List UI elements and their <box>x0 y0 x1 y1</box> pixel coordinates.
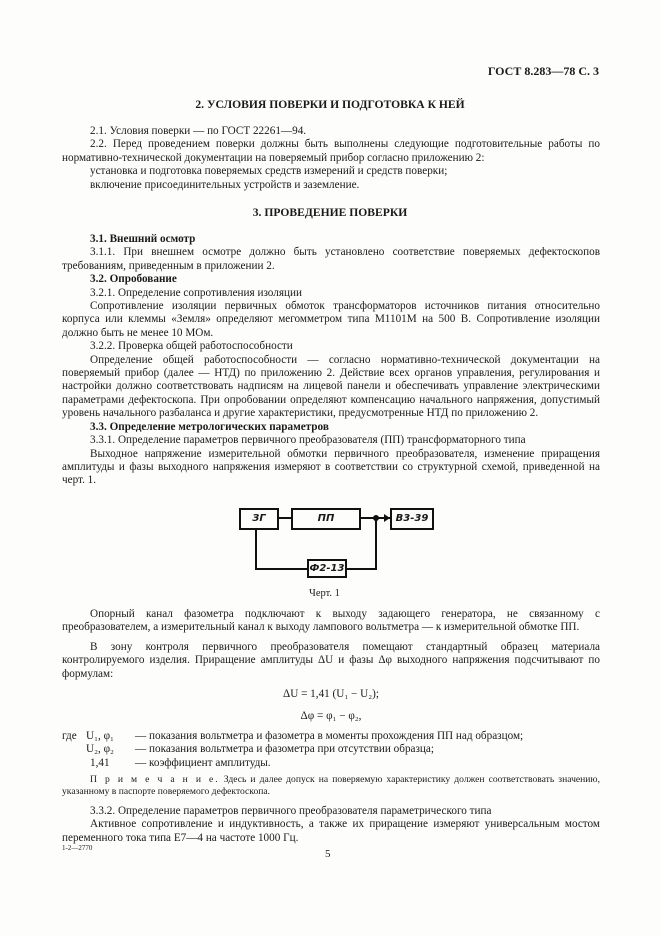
section-2-title: 2. УСЛОВИЯ ПОВЕРКИ И ПОДГОТОВКА К НЕЙ <box>195 98 465 111</box>
paragraph-3-2-2-body: Определение общей работоспособности — согласно нормативно-технической документации на поверяемый прибор (далее — НТД) по приложению 2. Действие всех органов управления, регулирования и настройки должно соответствовать надписям на лицевой панели и обеспечивать управление электрическими параметрами дефектоскопа. При опробовании определяют компенсацию начального напряжения, допустимый уровень начального разбаланса и другие характеристики, предусмотренные НТД по приложению 2. <box>62 353 600 420</box>
paragraph-3-2-2: 3.2.2. Проверка общей работоспособности <box>90 340 293 353</box>
note-text: Здесь и далее допуск на поверяемую характеристику должен соответствовать значению, указанному в паспорте поверяемого дефектоскопа. <box>62 774 600 797</box>
figure-caption: Черт. 1 <box>309 588 340 599</box>
arrow-icon <box>384 514 390 522</box>
note <box>62 774 600 798</box>
after-diagram-body <box>62 608 600 681</box>
block-voltmeter: В3-39 <box>390 508 434 530</box>
formula-amplitude: ΔU = 1,41 (U₁ − U₂); <box>283 688 379 700</box>
definition-row <box>62 757 600 770</box>
connector-bottom-left <box>255 568 307 570</box>
block-phasemeter: Ф2-13 <box>307 559 347 578</box>
paragraph-2-2-item2: включение присоединительных устройств и заземление. <box>90 178 360 191</box>
heading-3-2: 3.2. Опробование <box>90 273 177 286</box>
block-primary-converter: ПП <box>291 508 361 530</box>
definitions <box>62 730 600 770</box>
definition-text: — показания вольтметра и фазометра в моменты прохождения ПП над образцом; <box>135 730 524 742</box>
paragraph-2-1: 2.1. Условия поверки — по ГОСТ 22261—94. <box>90 125 307 137</box>
definition-row <box>62 743 600 756</box>
connector-bottom-right <box>346 568 377 570</box>
paragraph-3-3-1: 3.3.1. Определение параметров первичного преобразователя (ПП) трансформаторного типа <box>90 434 526 447</box>
definition-text: — коэффициент амплитуды. <box>135 756 271 769</box>
section-3-3-2 <box>62 805 600 845</box>
connector-pp-v3 <box>360 517 390 519</box>
paragraph-3-2-1-body: Сопротивление изоляции первичных обмоток трансформаторов источников питания относительно корпуса или клеммы «Земля» определяют мегомметром типа М1101М на 500 В. Сопротивление изоляции должно быть не менее 10 МОм. <box>62 300 600 339</box>
section-3-title: 3. ПРОВЕДЕНИЕ ПОВЕРКИ <box>252 206 408 219</box>
paragraph-3-3-2-body: Активное сопротивление и индуктивность, а также их приращение измеряют универсальным мостом переменного тока типа Е7—4 на частоте 1000 Гц. <box>62 818 600 844</box>
heading-3-3: 3.3. Определение метрологических параметров <box>90 420 329 433</box>
paragraph-control-zone: В зону контроля первичного преобразователя помещают стандартный образец материала контролируемого изделия. Приращение амплитуды ΔU и фазы Δφ выходного напряжения подсчитывают по формулам: <box>62 640 600 680</box>
paragraph-phasemeter: Опорный канал фазометра подключают к выходу задающего генератора, не связанному с преобразователем, а измерительный канал к выходу лампового вольтметра — к измерительной обмотке ПП. <box>62 608 600 634</box>
paragraph-3-3-2: 3.3.2. Определение параметров первичного преобразователя параметрического типа <box>90 805 492 817</box>
paragraph-2-2: 2.2. Перед проведением поверки должны быть выполнены следующие подготовительные работы по нормативно-технической документации на поверяемый прибор согласно приложению 2: <box>62 138 600 164</box>
definition-prefix: где <box>62 730 77 742</box>
section-3-body <box>62 233 600 488</box>
note-label: П р и м е ч а н и е. <box>90 774 220 785</box>
connector-junction-down <box>375 518 377 570</box>
connector-zg-pp <box>278 517 292 519</box>
page-header: ГОСТ 8.283—78 С. 3 <box>487 64 599 78</box>
paragraph-3-1-1: 3.1.1. При внешнем осмотре должно быть установлено соответствие поверяемых дефектоскопов требованиям, приведенным в приложении 2. <box>62 246 600 272</box>
block-generator: ЗГ <box>239 508 279 530</box>
definition-symbol: U₂, φ₂ <box>86 743 114 756</box>
heading-3-1: 3.1. Внешний осмотр <box>90 233 196 245</box>
note-paragraph <box>62 774 600 798</box>
definition-row <box>62 730 600 743</box>
formula-phase: Δφ = φ₁ − φ₂, <box>300 710 362 722</box>
section-2-body <box>62 125 600 192</box>
page-number: 5 <box>325 848 331 860</box>
paragraph-3-3-1-body: Выходное напряжение измерительной обмотки первичного преобразователя, изменение приращения амплитуды и фазы выходного напряжения измеряют в соответствии со структурной схемой, приведенной на черт. 1. <box>62 447 600 487</box>
footer-code: 1-2—2770 <box>62 844 93 852</box>
junction-dot <box>373 515 379 521</box>
definition-symbol: U₁, φ₁ <box>86 730 114 742</box>
paragraph-3-2-1: 3.2.1. Определение сопротивления изоляции <box>90 286 302 299</box>
paragraph-2-2-item1: установка и подготовка поверяемых средств измерений и средств поверки; <box>90 165 448 178</box>
connector-zg-down <box>255 529 257 570</box>
definition-symbol: 1,41 <box>90 756 110 769</box>
definition-text: — показания вольтметра и фазометра при отсутствии образца; <box>135 743 434 756</box>
